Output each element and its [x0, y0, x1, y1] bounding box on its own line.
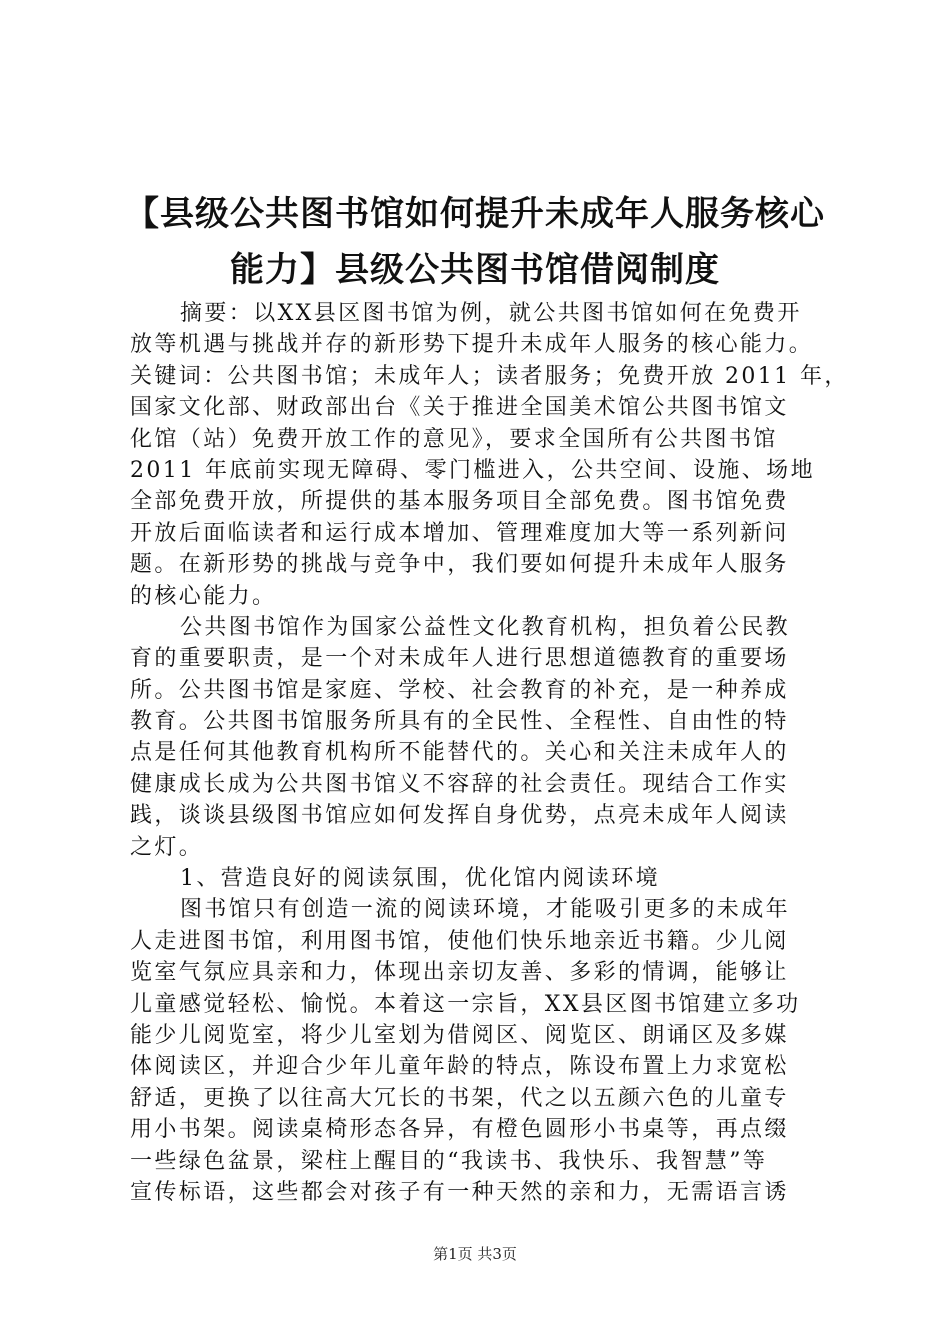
- text-line: 点是任何其他教育机构所不能替代的。关心和关注未成年人的: [130, 740, 789, 766]
- text-line: 之灯。: [130, 834, 204, 860]
- text-line: 公共图书馆作为国家公益性文化教育机构，担负着公民教: [180, 614, 791, 640]
- text-line: 体阅读区，并迎合少年儿童年龄的特点，陈设布置上力求宽松: [130, 1054, 789, 1080]
- text-line: 所。公共图书馆是家庭、学校、社会教育的补充，是一种养成: [130, 677, 789, 703]
- document-body: [130, 298, 849, 1208]
- text-line: 开放后面临读者和运行成本增加、管理难度加大等一系列新问: [130, 520, 789, 546]
- text-line: 化馆（站）免费开放工作的意见》，要求全国所有公共图书馆: [130, 426, 778, 452]
- text-line: 健康成长成为公共图书馆义不容辞的社会责任。现结合工作实: [130, 771, 789, 797]
- text-line: 1、营造良好的阅读氛围，优化馆内阅读环境: [180, 866, 660, 892]
- text-line: 关键词：公共图书馆；未成年人；读者服务；免费开放 2011 年，: [130, 363, 849, 389]
- text-line: 一些绿色盆景，梁柱上醒目的“我读书、我快乐、我智慧”等: [130, 1148, 768, 1174]
- text-line: 全部免费开放，所提供的基本服务项目全部免费。图书馆免费: [130, 489, 789, 515]
- text-line: 育的重要职责，是一个对未成年人进行思想道德教育的重要场: [130, 646, 789, 672]
- text-line: 儿童感觉轻松、愉悦。本着这一宗旨，XX县区图书馆建立多功: [130, 991, 801, 1017]
- document-title: [100, 186, 850, 298]
- text-line: 览室气氛应具亲和力，体现出亲切友善、多彩的情调，能够让: [130, 960, 789, 986]
- text-line: 题。在新形势的挑战与竞争中，我们要如何提升未成年人服务: [130, 552, 789, 578]
- text-line: 教育。公共图书馆服务所具有的全民性、全程性、自由性的特: [130, 709, 789, 735]
- text-line: 的核心能力。: [130, 583, 277, 609]
- title-line: 【县级公共图书馆如何提升未成年人服务核心: [125, 194, 825, 234]
- text-line: 放等机遇与挑战并存的新形势下提升未成年人服务的核心能力。: [130, 332, 814, 358]
- text-line: 宣传标语，这些都会对孩子有一种天然的亲和力，无需语言诱: [130, 1179, 789, 1205]
- page-footer: 第1页 共3页: [433, 1245, 517, 1263]
- text-line: 摘要：以XX县区图书馆为例，就公共图书馆如何在免费开: [180, 301, 802, 326]
- text-line: 2011 年底前实现无障碍、零门槛进入，公共空间、设施、场地: [130, 457, 815, 483]
- text-line: 用小书架。阅读桌椅形态各异，有橙色圆形小书桌等，再点缀: [130, 1117, 789, 1143]
- title-line: 能力】县级公共图书馆借阅制度: [230, 250, 720, 290]
- text-line: 人走进图书馆，利用图书馆，使他们快乐地亲近书籍。少儿阅: [130, 928, 789, 954]
- text-line: 舒适，更换了以往高大冗长的书架，代之以五颜六色的儿童专: [130, 1085, 789, 1111]
- text-line: 图书馆只有创造一流的阅读环境，才能吸引更多的未成年: [180, 897, 791, 923]
- text-line: 国家文化部、财政部出台《关于推进全国美术馆公共图书馆文: [130, 395, 789, 421]
- text-line: 践，谈谈县级图书馆应如何发挥自身优势，点亮未成年人阅读: [130, 803, 789, 829]
- text-line: 能少儿阅览室，将少儿室划为借阅区、阅览区、朗诵区及多媒: [130, 1022, 789, 1048]
